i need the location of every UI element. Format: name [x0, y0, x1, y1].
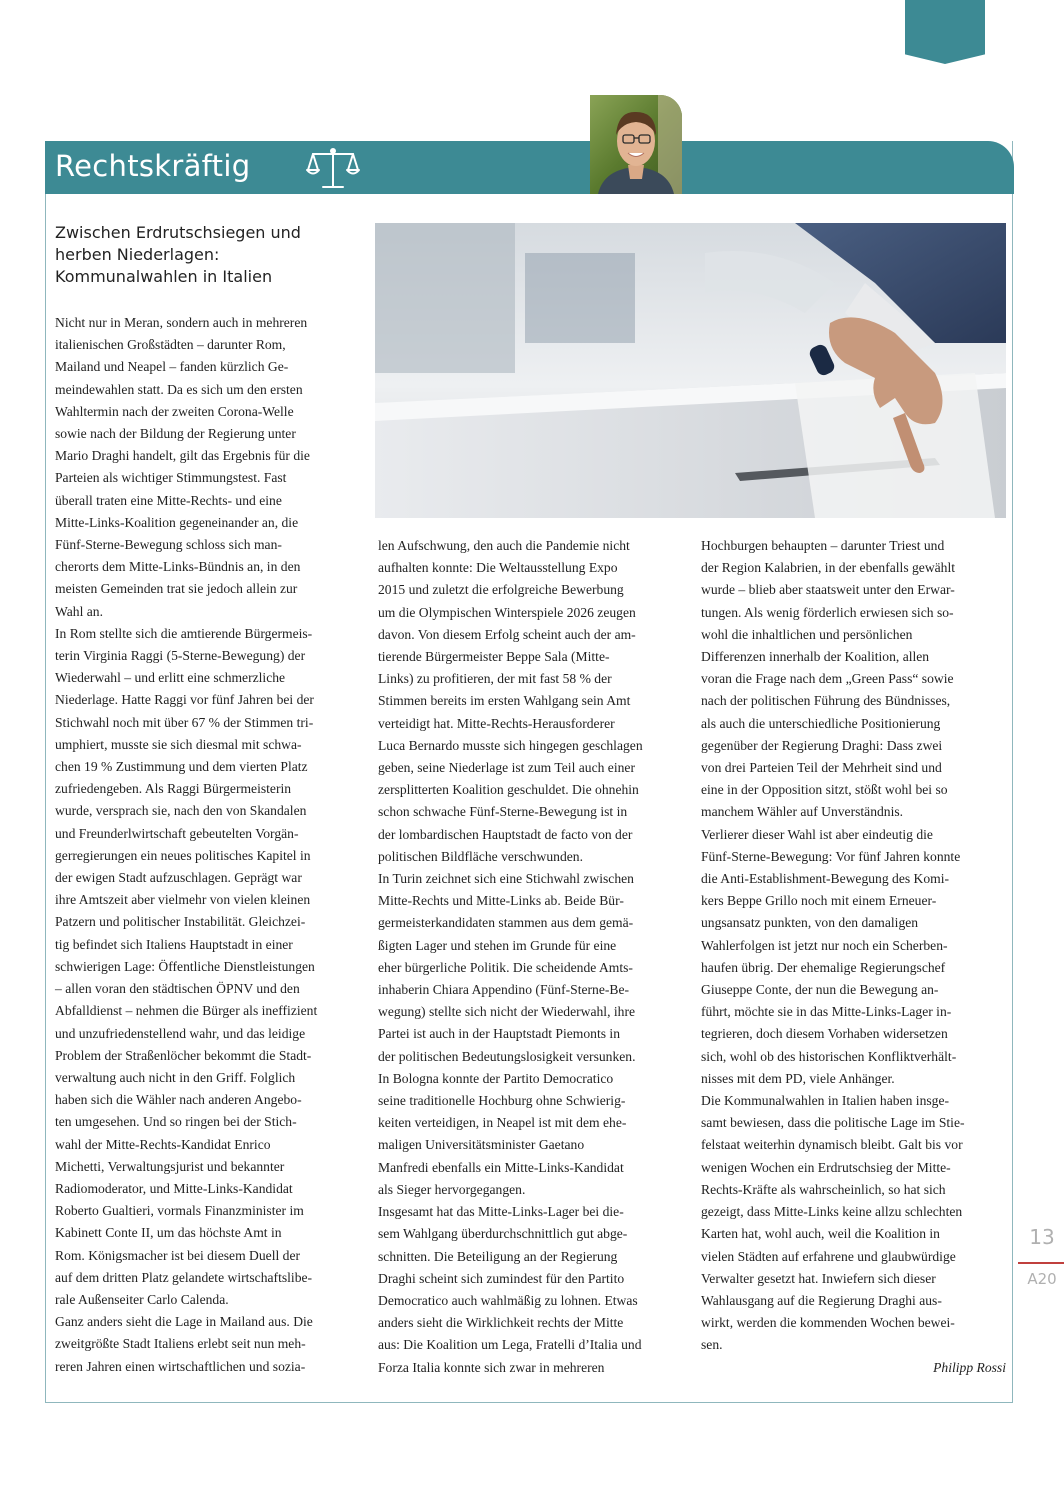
article-subtitle — [55, 222, 365, 288]
issue-code: A20 — [1027, 1270, 1057, 1288]
subtitle-line: Kommunalwahlen in Italien — [55, 267, 273, 286]
text-column-1 — [55, 312, 357, 1378]
section-title: Rechtskräftig — [55, 149, 251, 183]
top-page-tab — [905, 0, 985, 64]
author-signature: Philipp Rossi — [933, 1359, 1006, 1375]
paragraph: In Bologna konnte der Partito Democratico seine traditionelle Hochburg ohne Schwierig- keiten verteidigen, in Neapel ist mit dem ehe- maligen Universitätsminister Gaetano Manfredi ebenfalls ein Mitte-Links-Kandidat als Sieger hervorgegangen. — [378, 1070, 627, 1197]
ballot-box-photo — [375, 223, 1006, 518]
text-column-3 — [701, 535, 1006, 1379]
paragraph: Hochburgen behaupten – darunter Triest und der Region Kalabrien, in der ebenfalls gewählt wurde – blieb aber staatsweit unter den Erwar- tungen. Als wenig förderlich erwiesen sich so- wohl die inhaltlichen und persönlichen Differenzen innerhalb der Koalition, allen voran die Frage nach dem „Green Pass“ sowie nach der politischen Führung des Bündnisses, als auch die unterschiedliche Positionierung gegenüber der Regierung Draghi: Dass zwei von drei Parteien Teil der Mehrheit sind und eine in der Opposition sitzt, stößt wohl bei so manchem Wähler auf Unverständnis. — [701, 538, 956, 820]
subtitle-line: Zwischen Erdrutschsiegen und — [55, 223, 301, 242]
author-portrait — [590, 95, 682, 194]
paragraph: In Turin zeichnet sich eine Stichwahl zwischen Mitte-Rechts und Mitte-Links ab. Beide Bür- germeisterkandidaten stammen aus dem gemä- ßigten Lager und stehen im Grunde für eine eher bürgerliche Politik. Die scheidende Amts- inhaberin Chiara Appendino (Fünf-Sterne-Be- wegung) stellte sich nicht der Wiederwahl, ihre Partei ist auch in der Hauptstadt Piemonts in der politischen Bedeutungslosigkeit versunken. — [378, 871, 636, 1064]
paragraph: Insgesamt hat das Mitte-Links-Lager bei die- sem Wahlgang überdurchschnittlich gut abge- schnitten. Die Beteiligung an der Regierung Draghi scheint sich zumindest für den Partito Democratico auch wahlmäßig zu lohnen. Etwas anders sieht die Wirklichkeit rechts der Mitte aus: Die Koalition um Lega, Fratelli d’Italia und Forza Italia konnte sich zwar in mehreren — [378, 1204, 642, 1375]
scales-of-justice-icon — [305, 146, 361, 192]
subtitle-line: herben Niederlagen: — [55, 245, 220, 264]
paragraph: Die Kommunalwahlen in Italien haben insge- samt bewiesen, dass die politische Lage im Stie- felstaat weiterhin dynamisch bleibt. Galt bis vor wenigen Wochen ein Erdrutschsieg der Mitte- Rechts-Kräfte als wahrscheinlich, so hat sich gezeigt, dass Mitte-Links keine allzu schlechten Karten hat, wohl auch, weil die Koalition in vielen Städten auf erfahrene und glaubwürdige Verwalter gesetzt hat. Inwiefern sich dieser Wahlausgang auf die Regierung Draghi aus- wirkt, werden die kommenden Wochen bewei- sen. — [701, 1093, 965, 1353]
paragraph: len Aufschwung, den auch die Pandemie nicht aufhalten konnte: Die Weltausstellung Expo 2015 und zuletzt die erfolgreiche Bewerbung um die Olympischen Winterspiele 2026 zeugen davon. Von diesem Erfolg scheint auch der am- tierende Bürgermeister Beppe Sala (Mitte- Links) zu profitieren, der mit fast 58 % der Stimmen bereits im ersten Wahlgang sein Amt verteidigt hat. Mitte-Rechts-Herausforderer Luca Bernardo musste sich hingegen geschlagen geben, seine Niederlage ist zum Teil auch einer zersplitterten Koalition geschuldet. Die ohnehin schon schwache Fünf-Sterne-Bewegung ist in der lombardischen Hauptstadt de facto von der politischen Bildfläche verschwunden. — [378, 538, 643, 864]
page-number-divider — [1018, 1262, 1064, 1264]
text-column-2 — [378, 535, 683, 1379]
paragraph: Verlierer dieser Wahl ist aber eindeutig die Fünf-Sterne-Bewegung: Vor fünf Jahren konnte die Anti-Establishment-Bewegung des Komi- kers Beppe Grillo noch mit einem Erneuer- ungsansatz punkten, von den damaligen Wahlerfolgen ist jetzt nur noch ein Scherben- haufen übrig. Der ehemalige Regierungschef Giuseppe Conte, der nun die Bewegung an- führt, möchte sie in das Mitte-Links-Lager in- tegrieren, doch diesem Vorhaben widersetzen sich, wohl ob des historischen Konfliktverhält- nisses mit dem PD, viele Anhänger. — [701, 826, 961, 1086]
page-number: 13 — [1029, 1225, 1055, 1249]
paragraph: Nicht nur in Meran, sondern auch in mehreren italienischen Großstädten – darunter Rom, Mailand und Neapel – fanden kürzlich Ge- meindewahlen statt. Da es sich um den ersten Wahltermin nach der zweiten Corona-Welle sowie nach der Bildung der Regierung unter Mario Draghi handelt, gilt das Ergebnis für die Parteien als wichtiger Stimmungstest. Fast überall traten eine Mitte-Rechts- und eine Mitte-Links-Koalition gegeneinander an, die Fünf-Sterne-Bewegung schloss sich man- cherorts dem Mitte-Links-Bündnis an, in den meisten Gemeinden trat sie jedoch allein zur Wahl an. — [55, 315, 310, 619]
paragraph: In Rom stellte sich die amtierende Bürgermeis- terin Virginia Raggi (5-Sterne-Bewegung) der Wiederwahl – und erlitt eine schmerzliche Niederlage. Hatte Raggi vor fünf Jahren bei der Stichwahl noch mit über 67 % der Stimmen tri- umphiert, musste sie sich diesmal mit schwa- chen 19 % Zustimmung und dem vierten Platz zufriedengeben. Als Raggi Bürgermeisterin wurde, versprach sie, nach den von Skandalen und Freunderlwirtschaft gebeutelten Vorgän- gerregierungen ein neues politisches Kapitel in der ewigen Stadt aufzuschlagen. Geprägt war ihre Amtszeit aber vielmehr von vielen kleinen Patzern und politischer Instabilität. Gleichzei- tig befindet sich Italiens Hauptstadt in einer schwierigen Lage: Öffentliche Dienstleistungen – allen voran den städtischen ÖPNV und den Abfalldienst – nehmen die Bürger als ineffizient und unzufriedenstellend wahr, und das leidige Problem der Straßenlöcher bekommt die Stadt- verwaltung auch nicht in den Griff. Folglich haben sich die Wähler nach anderen Angebo- ten umgesehen. Und so ringen bei der Stich- wahl der Mitte-Rechts-Kandidat Enrico Michetti, Verwaltungsjurist und bekannter Radiomoderator, und Mitte-Links-Kandidat Roberto Gualtieri, vormals Finanzminister im Kabinett Conte II, um das höchste Amt in Rom. Königsmacher ist bei diesem Duell der auf dem dritten Platz gelandete wirtschaftslibe- rale Außenseiter Carlo Calenda. — [55, 625, 318, 1307]
paragraph: Ganz anders sieht die Lage in Mailand aus. Die zweitgrößte Stadt Italiens erlebt seit nun meh- reren Jahren einen wirtschaftlichen und sozia- — [55, 1314, 313, 1374]
